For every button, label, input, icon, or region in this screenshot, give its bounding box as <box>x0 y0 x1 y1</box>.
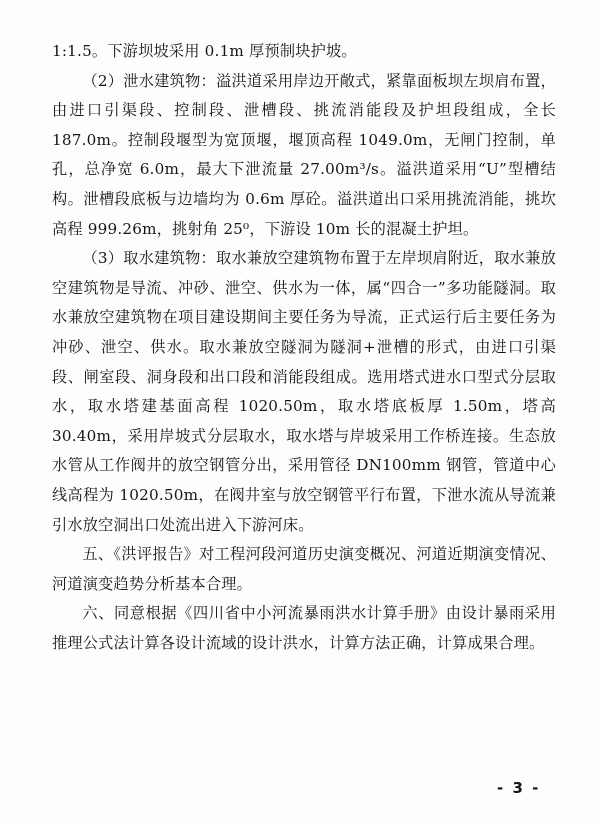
paragraph-item-five: 五、《洪评报告》对工程河段河道历史演变概况、河道近期演变情况、河道演变趋势分析基本合理。 <box>52 545 556 593</box>
page-number: - 3 - <box>497 779 541 797</box>
paragraph-intake: （3）取水建筑物：取水兼放空建筑物布置于左岸坝肩附近，取水兼放空建筑物是导流、冲砂、泄空、供水为一体，属“四合一”多功能隧洞。取水兼放空建筑物在项目建设期间主要任务为导流，正式运行后主要任务为冲砂、泄空、供水。取水兼放空隧洞为隧洞+泄槽的形式，由进口引渠段、闸室段、洞身段和出口段和消能段组成。选用塔式进水口型式分层取水，取水塔建基面高程 1020.50m，取水塔底板厚 1.50m，塔高 30.40m，采用岸坡式分层取水，取水塔与岸坡采用工作桥连接。生态放水管从工作阀井的放空钢管分出，采用管径 DN100mm 钢管，管道中心线高程为 1020.50m，在阀井室与放空钢管平行布置，下泄水流从导流兼引水放空洞出口处流出进入下游河床。 <box>52 249 556 534</box>
document-body <box>52 37 556 658</box>
paragraph-spillway: （2）泄水建筑物：溢洪道采用岸边开敞式，紧靠面板坝左坝肩布置，由进口引渠段、控制段、泄槽段、挑流消能段及护坦段组成，全长 187.0m。控制段堰型为宽顶堰，堰顶高程 1049.0m，无闸门控制，单孔，总净宽 6.0m，最大下泄流量 27.00m³/s。溢洪道采用“U”型槽结构。泄槽段底板与边墙均为 0.6m 厚砼。溢洪道出口采用挑流消能，挑坎高程 999.26m，挑射角 25⁰，下游设 10m 长的混凝土护坦。 <box>52 71 556 238</box>
paragraph-dam-slope: 1:1.5。下游坝坡采用 0.1m 厚预制块护坡。 <box>52 42 357 60</box>
paragraph-item-six: 六、同意根据《四川省中小河流暴雨洪水计算手册》由设计暴雨采用推理公式法计算各设计流域的设计洪水，计算方法正确，计算成果合理。 <box>52 604 556 652</box>
